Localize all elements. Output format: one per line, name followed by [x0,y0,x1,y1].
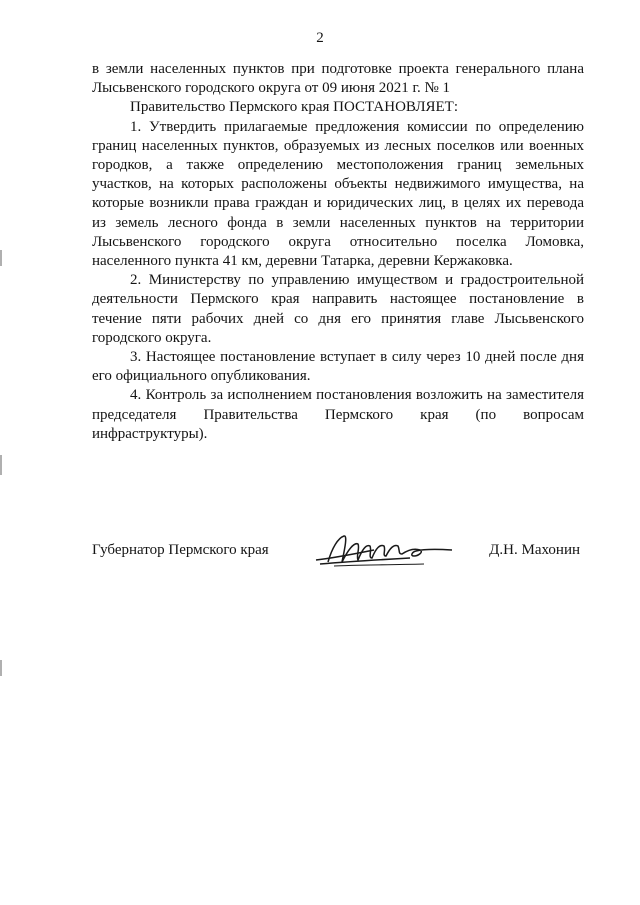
scan-edge-mark [0,250,2,266]
paragraph-item-1: 1. Утвердить прилагаемые предложения комиссии по определению границ населенных пунктов, образуемых из лесных поселков или военных городков, а также определению местоположения границ земельных участков, на которых расположены объекты недвижимого имущества, на которые возникли права граждан и юридических лиц, в целях их перевода из земель лесного фонда в земли населенных пунктов на территории Лысьвенского городского округа относительно поселка Ломовка, населенного пункта 41 км, деревни Татарка, деревни Кержаковка. [92,118,584,270]
scan-edge-mark [0,660,2,676]
paragraph-item-3: 3. Настоящее постановление вступает в силу через 10 дней после дня его официального опубликования. [92,349,584,385]
signature-block [92,540,584,580]
paragraph-resolution-intro: Правительство Пермского края ПОСТАНОВЛЯЕТ: [130,99,459,116]
paragraph-item-2: 2. Министерству по управлению имуществом и градостроительной деятельности Пермского края направить настоящее постановление в течение пяти рабочих дней со дня его принятия главе Лысьвенского городского округа. [92,272,584,346]
page-number: 2 [316,30,324,46]
signatory-position: Губернатор Пермского края [92,542,269,558]
signatory-name: Д.Н. Махонин [489,542,580,558]
document-body [92,60,584,444]
scan-edge-mark [0,455,2,475]
paragraph-continuation: в земли населенных пунктов при подготовке проекта генерального плана Лысьвенского городского округа от 09 июня 2021 г. № 1 [92,61,584,97]
handwritten-signature [314,532,454,572]
paragraph-item-4: 4. Контроль за исполнением постановления возложить на заместителя председателя Правительства Пермского края (по вопросам инфраструктуры). [92,387,584,442]
